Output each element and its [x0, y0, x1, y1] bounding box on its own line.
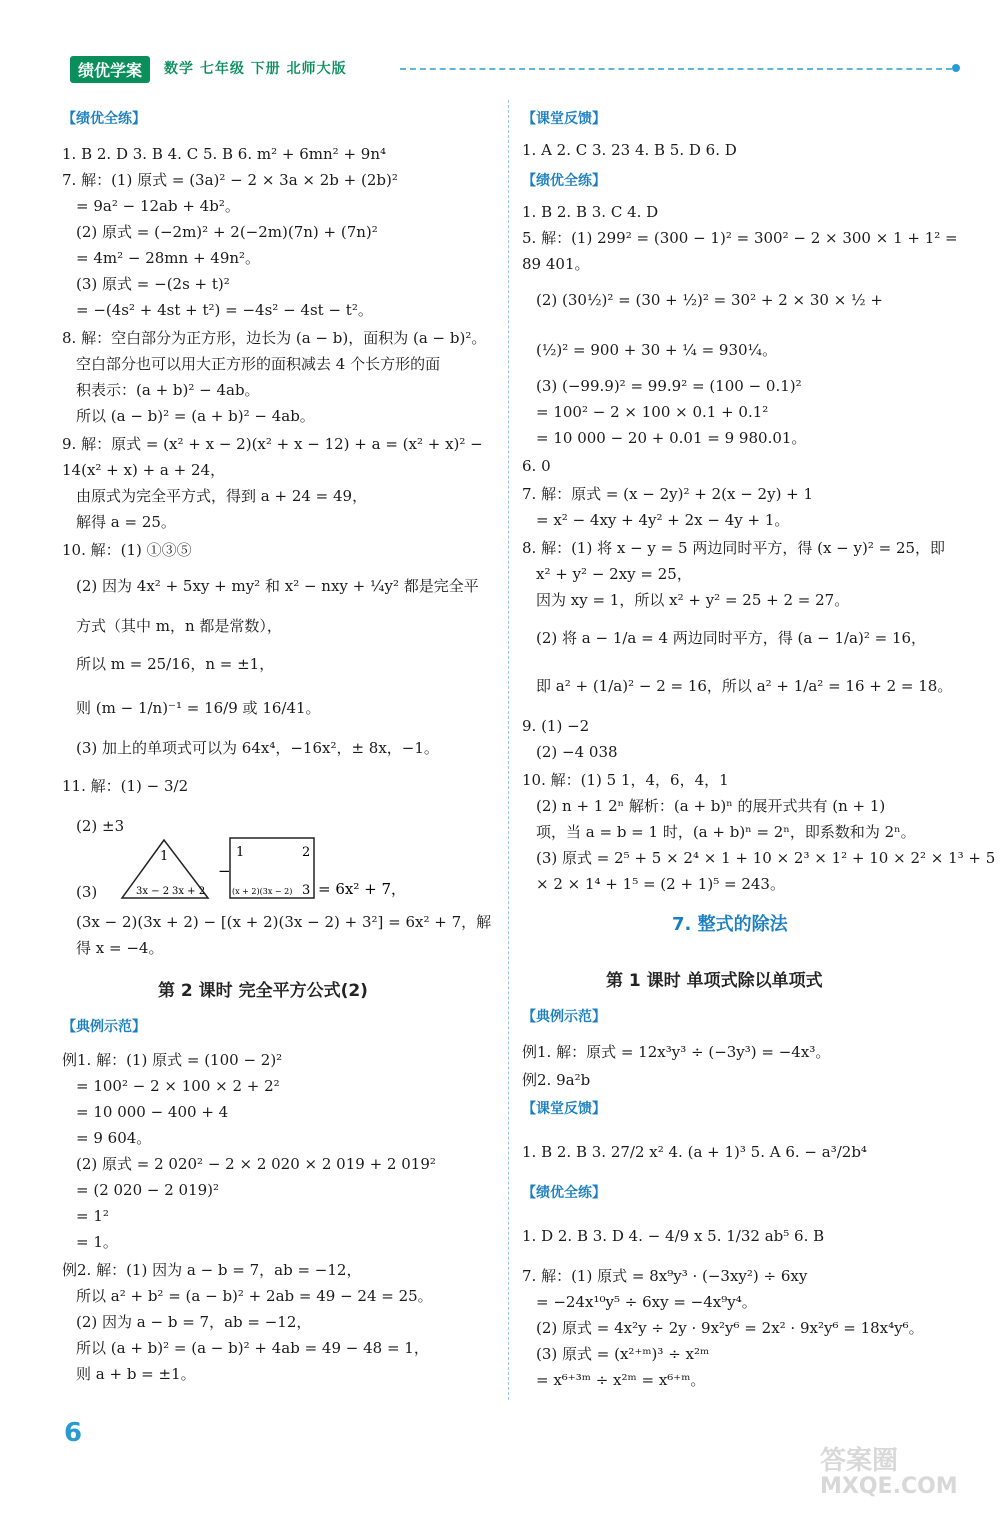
answer-line: (3) 加上的单项式可以为 64x⁴，−16x²，± 8x，−1。 — [76, 739, 439, 757]
answer-line: (2) (30½)² = (30 + ½)² = 30² + 2 × 30 × ½ + — [536, 291, 883, 309]
section-tag: 【典例示范】 — [522, 1009, 606, 1025]
section-tag: 【课堂反馈】 — [522, 1101, 606, 1117]
answer-line: (2) 将 a − 1/a = 4 两边同时平方，得 (a − 1/a)² = 16， — [536, 629, 927, 647]
watermark-logo: 答案圈 — [820, 1446, 899, 1476]
answer-line: = 10 000 − 400 + 4 — [76, 1103, 229, 1121]
answer-line: (3) (−99.9)² = 99.9² = (100 − 0.1)² — [536, 377, 802, 395]
answer-line: = 1。 — [76, 1233, 118, 1251]
answer-line: 方式（其中 m，n 都是常数）， — [76, 617, 282, 635]
answer-line: 5. 解：(1) 299² = (300 − 1)² = 300² − 2 × 300 × 1 + 1² = — [522, 229, 958, 247]
answer-line: (2) 因为 a − b = 7，ab = −12， — [76, 1313, 312, 1331]
tri-top-label: 1 — [160, 849, 169, 864]
header-subtitle: 数学 七年级 下册 北师大版 — [164, 61, 347, 77]
answer-line: 8. 解：空白部分为正方形，边长为 (a − b)，面积为 (a − b)²。 — [62, 329, 487, 347]
answer-line: (3) 原式 = 2⁵ + 5 × 2⁴ × 1 + 10 × 2³ × 1² + 10 × 2² × 1³ + 5 — [536, 849, 996, 867]
answer-line: 例1. 解：原式 = 12x³y³ ÷ (−3y³) = −4x³。 — [522, 1043, 831, 1061]
answer-line: 所以 (a + b)² = (a − b)² + 4ab = 49 − 48 = 1， — [76, 1339, 429, 1357]
section-tag: 【绩优全练】 — [522, 1185, 606, 1201]
answer-line: 例2. 9a²b — [522, 1071, 591, 1089]
brand-logo: 绩优学案 — [70, 56, 150, 83]
section-heading: 7. 整式的除法 — [672, 914, 788, 935]
answer-line: 由原式为完全平方式，得到 a + 24 = 49， — [76, 487, 368, 505]
section-heading: 第 2 课时 完全平方公式(2) — [158, 981, 368, 1001]
answer-line: 得 x = −4。 — [76, 939, 164, 957]
answer-line: (2) 因为 4x² + 5xy + my² 和 x² − nxy + ¼y² 都是完全平 — [76, 577, 479, 595]
answer-line: 解得 a = 25。 — [76, 513, 176, 531]
answer-line: 10. 解：(1) ①③⑤ — [62, 541, 192, 559]
q11-figure — [118, 836, 498, 908]
answer-line: 1. B 2. B 3. C 4. D — [522, 203, 659, 221]
answer-line: = x⁶⁺³ᵐ ÷ x²ᵐ = x⁶⁺ᵐ。 — [536, 1371, 706, 1389]
answer-line: = 10 000 − 20 + 0.01 = 9 980.01。 — [536, 429, 807, 447]
answer-line: (½)² = 900 + 30 + ¼ = 930¼。 — [536, 341, 778, 359]
answer-line: 1. A 2. C 3. 23 4. B 5. D 6. D — [522, 141, 737, 159]
answer-line: 项，当 a = b = 1 时，(a + b)ⁿ = 2ⁿ，即系数和为 2ⁿ。 — [536, 823, 916, 841]
answer-line: 6. 0 — [522, 457, 551, 475]
answer-line: = 9 604。 — [76, 1129, 152, 1147]
box-tl-label: 1 — [236, 845, 245, 860]
minus-sign: − — [218, 862, 231, 880]
answer-line: = 100² − 2 × 100 × 2 + 2² — [76, 1077, 280, 1095]
header-divider — [400, 68, 952, 70]
column-divider — [508, 100, 509, 1400]
answer-line: (2) 原式 = 4x²y ÷ 2y · 9x²y⁶ = 2x² · 9x²y⁶ = 18x⁴y⁶。 — [536, 1319, 924, 1337]
answer-line: = x² − 4xy + 4y² + 2x − 4y + 1。 — [536, 511, 790, 529]
answer-line: = 4m² − 28mn + 49n²。 — [76, 249, 261, 267]
answer-line: 空白部分也可以用大正方形的面积减去 4 个长方形的面 — [76, 355, 441, 373]
answer-line: = 1² — [76, 1207, 109, 1225]
page-number: 6 — [64, 1418, 83, 1448]
section-tag: 【绩优全练】 — [522, 173, 606, 189]
answer-line: 则 (m − 1/n)⁻¹ = 16/9 或 16/41。 — [76, 699, 321, 717]
answer-line: 积表示：(a + b)² − 4ab。 — [76, 381, 260, 399]
answer-line: 7. 解：(1) 原式 = 8x⁹y³ · (−3xy²) ÷ 6xy — [522, 1267, 808, 1285]
page-header — [70, 56, 960, 82]
section-tag: 【课堂反馈】 — [522, 111, 606, 127]
box-br-label: 3 — [302, 883, 311, 898]
answer-line: 例1. 解：(1) 原式 = (100 − 2)² — [62, 1051, 283, 1069]
answer-line: = 9a² − 12ab + 4b²。 — [76, 197, 240, 215]
answer-line: (3) — [76, 883, 98, 901]
answer-line: 8. 解：(1) 将 x − y = 5 两边同时平方，得 (x − y)² = 25，即 — [522, 539, 946, 557]
answer-line: 所以 (a − b)² = (a + b)² − 4ab。 — [76, 407, 315, 425]
answer-line: 1. B 2. B 3. 27/2 x² 4. (a + 1)³ 5. A 6. − a³/2b⁴ — [522, 1143, 867, 1161]
box-bl-label: (x + 2)(3x − 2) — [232, 887, 293, 896]
answer-line: (2) 原式 = 2 020² − 2 × 2 020 × 2 019 + 2 019² — [76, 1155, 436, 1173]
answer-line: 89 401。 — [522, 255, 590, 273]
answer-line: = 100² − 2 × 100 × 0.1 + 0.1² — [536, 403, 769, 421]
answer-line: 1. B 2. D 3. B 4. C 5. B 6. m² + 6mn² + 9n⁴ — [62, 145, 386, 163]
answer-line: (2) n + 1 2ⁿ 解析：(a + b)ⁿ 的展开式共有 (n + 1) — [536, 797, 886, 815]
answer-line: x² + y² − 2xy = 25， — [536, 565, 692, 583]
answer-line: 9. 解：原式 = (x² + x − 2)(x² + x − 12) + a = (x² + x)² − — [62, 435, 483, 453]
section-tag: 【绩优全练】 — [62, 111, 146, 127]
answer-line: (2) −4 038 — [536, 743, 618, 761]
answer-line: 9. (1) −2 — [522, 717, 590, 735]
watermark-url: MXQE.COM — [820, 1474, 958, 1499]
figure-result: = 6x² + 7， — [318, 880, 407, 898]
answer-line: = −(4s² + 4st + t²) = −4s² − 4st − t²。 — [76, 301, 373, 319]
box-tr-label: 2 — [302, 845, 311, 860]
answer-line: 所以 m = 25/16，n = ±1， — [76, 655, 275, 673]
answer-line: 则 a + b = ±1。 — [76, 1365, 196, 1383]
answer-line: 7. 解：原式 = (x − 2y)² + 2(x − 2y) + 1 — [522, 485, 814, 503]
answer-line: × 2 × 1⁴ + 1⁵ = (2 + 1)⁵ = 243。 — [536, 875, 785, 893]
answer-line: (3) 原式 = (x²⁺ᵐ)³ ÷ x²ᵐ — [536, 1345, 710, 1363]
answer-line: (2) ±3 — [76, 817, 125, 835]
answer-line: 因为 xy = 1，所以 x² + y² = 25 + 2 = 27。 — [536, 591, 850, 609]
section-heading: 第 1 课时 单项式除以单项式 — [606, 971, 823, 991]
answer-line: (3) 原式 = −(2s + t)² — [76, 275, 230, 293]
answer-line: = (2 020 − 2 019)² — [76, 1181, 220, 1199]
tri-right-label: 3x + 2 — [172, 886, 206, 897]
answer-line: (2) 原式 = (−2m)² + 2(−2m)(7n) + (7n)² — [76, 223, 378, 241]
answer-line: = −24x¹⁰y⁵ ÷ 6xy = −4x⁹y⁴。 — [536, 1293, 757, 1311]
answer-line: 14(x² + x) + a + 24， — [62, 461, 226, 479]
answer-line: 例2. 解：(1) 因为 a − b = 7，ab = −12， — [62, 1261, 362, 1279]
answer-line: 即 a² + (1/a)² − 2 = 16，所以 a² + 1/a² = 16 + 2 = 18。 — [536, 677, 953, 695]
header-dot — [952, 64, 960, 72]
tri-left-label: 3x − 2 — [136, 886, 170, 897]
answer-line: 所以 a² + b² = (a − b)² + 2ab = 49 − 24 = 25。 — [76, 1287, 433, 1305]
answer-line: (3x − 2)(3x + 2) − [(x + 2)(3x − 2) + 3²] = 6x² + 7，解 — [76, 913, 492, 931]
section-tag: 【典例示范】 — [62, 1019, 146, 1035]
answer-line: 1. D 2. B 3. D 4. − 4/9 x 5. 1/32 ab⁵ 6. B — [522, 1227, 825, 1245]
answer-line: 10. 解：(1) 5 1，4，6，4，1 — [522, 771, 729, 789]
answer-line: 7. 解：(1) 原式 = (3a)² − 2 × 3a × 2b + (2b)² — [62, 171, 398, 189]
answer-line: 11. 解：(1) − 3/2 — [62, 777, 189, 795]
